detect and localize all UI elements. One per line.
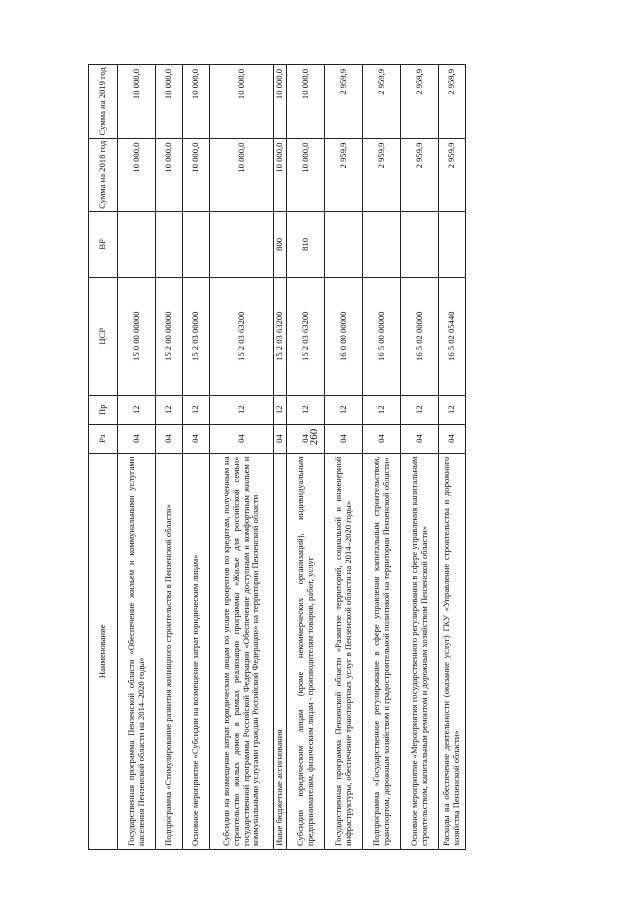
row-name: Расходы на обеспечение деятельности (оказание услуг) ГКУ «Управление строительства и дорожного хозяйства Пензенской области»: [439, 453, 466, 849]
row-sum-2018: 2 959,9: [363, 138, 401, 212]
row-csr: 15 2 03 63200: [274, 277, 287, 395]
row-name: Иные бюджетные ассигнования: [274, 453, 287, 849]
row-sum-2019: 10 000,0: [287, 65, 325, 139]
header-name: Наименование: [89, 453, 118, 849]
table-row: [274, 65, 287, 850]
row-sum-2018: 10 000,0: [183, 138, 210, 212]
row-pr: 12: [156, 395, 183, 424]
table-row: [439, 65, 466, 850]
table-row: [210, 65, 274, 850]
row-vr: 800: [274, 212, 287, 278]
row-vr: [401, 212, 439, 278]
row-sum-2019: 2 959,9: [363, 65, 401, 139]
row-sum-2018: 10 000,0: [156, 138, 183, 212]
header-vr: ВР: [89, 212, 118, 278]
row-rz: 04: [363, 424, 401, 453]
row-csr: 16 5 02 00000: [401, 277, 439, 395]
row-name: Субсидии юридическим лицам (кроме некоммерческих организаций), индивидуальным предпринимателям, физическим лицам - производителям товаров, работ, услуг: [287, 453, 325, 849]
row-pr: 12: [401, 395, 439, 424]
row-vr: 810: [287, 212, 325, 278]
row-csr: 16 5 00 00000: [363, 277, 401, 395]
row-sum-2018: 2 959,9: [401, 138, 439, 212]
row-sum-2019: 10 000,0: [274, 65, 287, 139]
table-row: [401, 65, 439, 850]
row-name: Основное мероприятие «Субсидии на возмещение затрат юридическим лицам»: [183, 453, 210, 849]
row-rz: 04: [118, 424, 156, 453]
row-sum-2019: 2 959,9: [401, 65, 439, 139]
table-row: [363, 65, 401, 850]
row-pr: 12: [118, 395, 156, 424]
row-rz: 04: [210, 424, 274, 453]
row-name: Государственная программа Пензенской области «Обеспечение жильем и коммунальными услугами населения Пензенской области на 2014–2020 годы»: [118, 453, 156, 849]
row-sum-2019: 10 000,0: [210, 65, 274, 139]
header-csr: ЦСР: [89, 277, 118, 395]
header-sum-2018: Сумма на 2018 год: [89, 138, 118, 212]
budget-table-sheet: [88, 64, 461, 850]
row-rz: 04: [439, 424, 466, 453]
row-name: Субсидии на возмещение затрат юридическим лицам по уплате процентов по кредитам, полученным на строительство жилых домов в рамках реализации программы «Жилье для российской семьи» государственной программы Российской Федерации «Обеспечение доступным и комфортным жильем и коммунальными услугами граждан Российской Федерации» на территории Пензенской области: [210, 453, 274, 849]
rotated-table-area: [88, 64, 461, 850]
row-sum-2019: 10 000,0: [118, 65, 156, 139]
row-sum-2019: 2 959,9: [325, 65, 363, 139]
row-rz: 04: [274, 424, 287, 453]
row-pr: 12: [325, 395, 363, 424]
table-row: [325, 65, 363, 850]
budget-table: [88, 64, 466, 850]
row-vr: [156, 212, 183, 278]
table-header-row: [89, 65, 118, 850]
row-csr: 16 5 02 05440: [439, 277, 466, 395]
row-name: Основное мероприятие «Мероприятия государственного регулирования в сфере управления капитальным строительством, капитальным ремонтом и дорожным хозяйством Пензенской области»: [401, 453, 439, 849]
row-csr: 15 2 03 63200: [287, 277, 325, 395]
table-row: [156, 65, 183, 850]
header-sum-2019: Сумма на 2019 год: [89, 65, 118, 139]
row-csr: 16 0 00 00000: [325, 277, 363, 395]
row-vr: [325, 212, 363, 278]
row-rz: 04: [325, 424, 363, 453]
row-rz: 04: [156, 424, 183, 453]
row-vr: [363, 212, 401, 278]
row-pr: 12: [439, 395, 466, 424]
row-csr: 15 2 00 00000: [156, 277, 183, 395]
table-row: [183, 65, 210, 850]
row-name: Государственная программа Пензенской области «Развитие территорий, социальной и инженерной инфраструктуры, обеспечение транспортных услуг в Пензенской области на 2014–2020 годы»: [325, 453, 363, 849]
row-name: Подпрограмма «Государственное регулирование в сфере управления капитальным строительством, транспортом, дорожным хозяйством и градостроительной политикой на территории Пензенской области»: [363, 453, 401, 849]
table-row: [118, 65, 156, 850]
table-row: [287, 65, 325, 850]
row-sum-2018: 10 000,0: [287, 138, 325, 212]
row-rz: 04: [401, 424, 439, 453]
row-pr: 12: [274, 395, 287, 424]
page-number: 260: [308, 428, 320, 446]
row-sum-2018: 10 000,0: [210, 138, 274, 212]
row-pr: 12: [210, 395, 274, 424]
row-sum-2018: 2 959,9: [325, 138, 363, 212]
row-rz: 04: [287, 424, 325, 453]
row-vr: [439, 212, 466, 278]
row-sum-2018: 10 000,0: [118, 138, 156, 212]
row-vr: [118, 212, 156, 278]
row-rz: 04: [183, 424, 210, 453]
row-csr: 15 2 03 63200: [210, 277, 274, 395]
row-sum-2018: 10 000,0: [274, 138, 287, 212]
row-pr: 12: [183, 395, 210, 424]
row-vr: [183, 212, 210, 278]
header-rz: Рз: [89, 424, 118, 453]
row-pr: 12: [287, 395, 325, 424]
row-csr: 15 0 00 00000: [118, 277, 156, 395]
row-sum-2018: 2 959,9: [439, 138, 466, 212]
row-sum-2019: 2 959,9: [439, 65, 466, 139]
row-name: Подпрограмма «Стимулирование развития жилищного строительства в Пензенской области»: [156, 453, 183, 849]
row-csr: 15 2 03 00000: [183, 277, 210, 395]
row-vr: [210, 212, 274, 278]
row-sum-2019: 10 000,0: [183, 65, 210, 139]
header-pr: Пр: [89, 395, 118, 424]
row-pr: 12: [363, 395, 401, 424]
row-sum-2019: 10 000,0: [156, 65, 183, 139]
